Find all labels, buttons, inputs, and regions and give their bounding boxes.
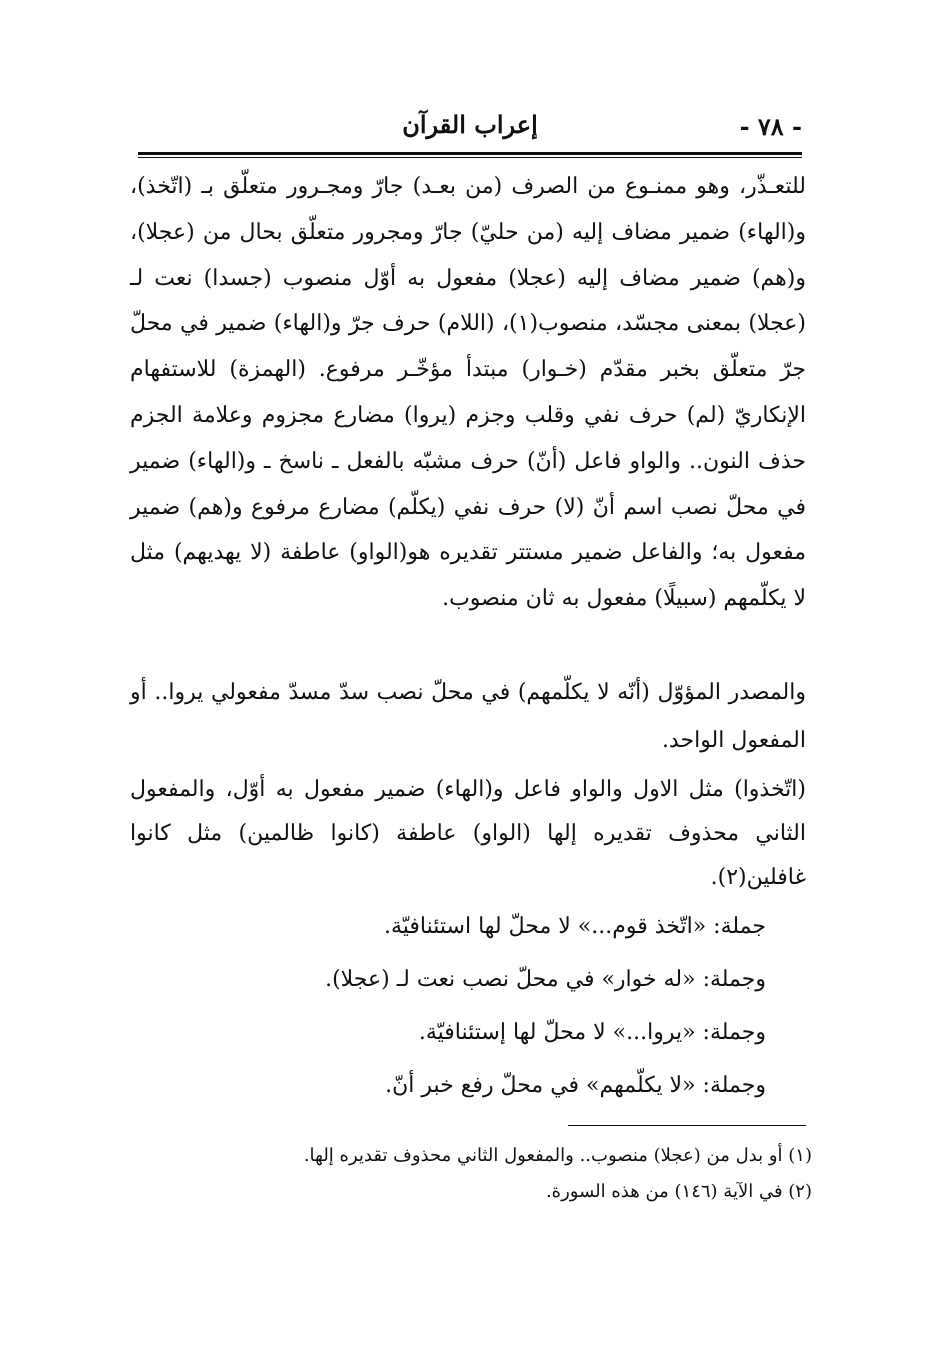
body-paragraph-3: (اتّخذوا) مثل الاول والواو فاعل و(الهاء) ضمير مفعول به أوّل، والمفعول الثاني محذوف تقديره إلها (الواو) عاطفة (كانوا ظالمين) مثل كانوا غافلين(٢). xyxy=(130,777,806,890)
header-rule-thin xyxy=(138,157,802,158)
footnote-2: (٢) في الآية (١٤٦) من هذه السورة. xyxy=(545,1181,812,1202)
footnote-separator xyxy=(568,1125,806,1126)
body-paragraph-1: للتعـذّر، وهو ممنـوع من الصرف (من بعـد) جارّ ومجـرور متعلّق بـ (اتّخذ)، و(الهاء) ضمير مضاف إليه (من حليّ) جارّ ومجرور متعلّق بحال من (عجلا)، و(هم) ضمير مضاف إليه (عجلا) مفعول به أوّل منصوب (جسدا) نعت لـ (عجلا) بمعنى مجسّد، منصوب(١)، (اللام) حرف جرّ و(الهاء) ضمير في محلّ جرّ متعلّق بخبر مقدّم (خـوار) مبتدأ مؤخّـر مرفوع. (الهمزة) للاستفهام الإنكاريّ (لم) حرف نفي وقلب وجزم (يروا) مضارع مجزوم وعلامة الجزم حذف النون.. والواو فاعل (أنّ) حرف مشبّه بالفعل ـ ناسخ ـ و(الهاء) ضمير في محلّ نصب اسم أنّ (لا) حرف نفي (يكلّم) مضارع مرفوع و(هم) ضمير مفعول به؛ والفاعل ضمير مستتر تقديره هو(الواو) عاطفة (لا يهديهم) مثل لا يكلّمهم (سبيلًا) مفعول به ثان منصوب. xyxy=(130,174,806,612)
sentence-analysis-item: وجملة: «له خوار» في محلّ نصب نعت لـ (عجلا). xyxy=(325,967,766,992)
running-title: إعراب القرآن xyxy=(402,110,538,139)
sentence-analysis-item: وجملة: «يروا...» لا محلّ لها إستئنافيّة. xyxy=(418,1020,766,1045)
body-paragraph-2: والمصدر المؤوّل (أنّه لا يكلّمهم) في محلّ نصب سدّ مسدّ مفعولي يروا.. أو المفعول الواحد. xyxy=(130,680,806,753)
header-rule xyxy=(138,152,802,155)
page-number: - ٧٨ - xyxy=(739,112,802,141)
page-header xyxy=(138,106,802,146)
footnote-1: (١) أو بدل من (عجلا) منصوب.. والمفعول الثاني محذوف تقديره إلها. xyxy=(303,1145,812,1166)
footnotes xyxy=(200,1138,812,1210)
sentence-analysis-list xyxy=(200,900,766,1112)
sentence-analysis-item: وجملة: «لا يكلّمهم» في محلّ رفع خبر أنّ. xyxy=(385,1073,766,1098)
sentence-analysis-item: جملة: «اتّخذ قوم...» لا محلّ لها استئنافيّة. xyxy=(383,914,766,939)
